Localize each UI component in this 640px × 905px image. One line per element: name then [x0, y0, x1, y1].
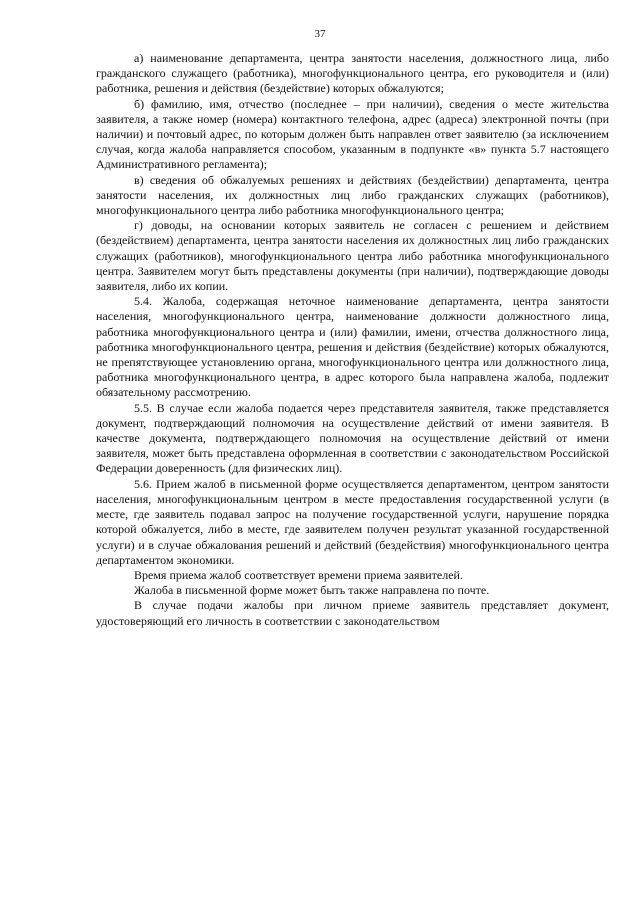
paragraph-section-5-4: 5.4. Жалоба, содержащая неточное наименование департамента, центра занятости населения, многофункционального центра, наименование должности должностного лица, работника многофункционального центра и (или) фамилии, имени, отчества должностного лица, работника многофункционального центра, решения и действия (бездействие) которых обжалуются, не препятствующее установлению органа, многофункционального центра или должностного лица, работника многофункционального центра, в адрес которого была направлена жалоба, подлежит обязательному рассмотрению. — [96, 294, 609, 400]
paragraph-section-5-6: 5.6. Прием жалоб в письменной форме осуществляется департаментом, центром занятости населения, многофункциональным центром в месте предоставления государственной услуги (в месте, где заявитель подавал запрос на получение государственной услуги, нарушение порядка которой обжалуется, либо в месте, где заявителем получен результат указанной государственной услуги) и в случае обжалования решений и действий (бездействия) многофункционального центра департаментом экономики. — [96, 476, 609, 567]
paragraph-reception-time: Время приема жалоб соответствует времени приема заявителей. — [134, 567, 463, 582]
paragraph-subitem-b: б) фамилию, имя, отчество (последнее – при наличии), сведения о месте жительства заявителя, а также номер (номера) контактного телефона, адрес (адреса) электронной почты (при наличии) и почтовый адрес, по которым должен быть направлен ответ заявителю (за исключением случая, когда жалоба направляется способом, указанным в подпункте «в» пункта 5.7 настоящего Административного регламента); — [96, 96, 609, 172]
paragraph-subitem-a: а) наименование департамента, центра занятости населения, должностного лица, либо гражданского служащего (работника), многофункционального центра, его руководителя и (или) работника, решения и действия (бездействие) которых обжалуются; — [96, 51, 609, 96]
document-body — [96, 51, 609, 629]
paragraph-personal-reception: В случае подачи жалобы при личном приеме заявитель представляет документ, удостоверяющий его личность в соответствии с законодательством — [96, 598, 609, 628]
paragraph-section-5-5: 5.5. В случае если жалоба подается через представителя заявителя, также представляется документ, подтверждающий полномочия на осуществление действий от имени заявителя. В качестве документа, подтверждающего полномочия на осуществление действий от имени заявителя, может быть представлена оформленная в соответствии с законодательством Российской Федерации доверенность (для физических лиц). — [96, 400, 609, 476]
paragraph-subitem-v: в) сведения об обжалуемых решениях и действиях (бездействии) департамента, центра занятости населения, их должностных лиц либо гражданских служащих (работников), многофункционального центра либо работника многофункционального центра; — [96, 172, 609, 218]
page-number: 37 — [314, 28, 326, 40]
paragraph-mail-submission: Жалоба в письменной форме может быть также направлена по почте. — [134, 583, 490, 598]
paragraph-subitem-g: г) доводы, на основании которых заявитель не согласен с решением и действием (бездействием) департамента, центра занятости населения их должностных лиц либо гражданских служащих (работников), многофункционального центра либо работника многофункционального центра. Заявителем могут быть представлены документы (при наличии), подтверждающие доводы заявителя, либо их копии. — [96, 218, 609, 294]
